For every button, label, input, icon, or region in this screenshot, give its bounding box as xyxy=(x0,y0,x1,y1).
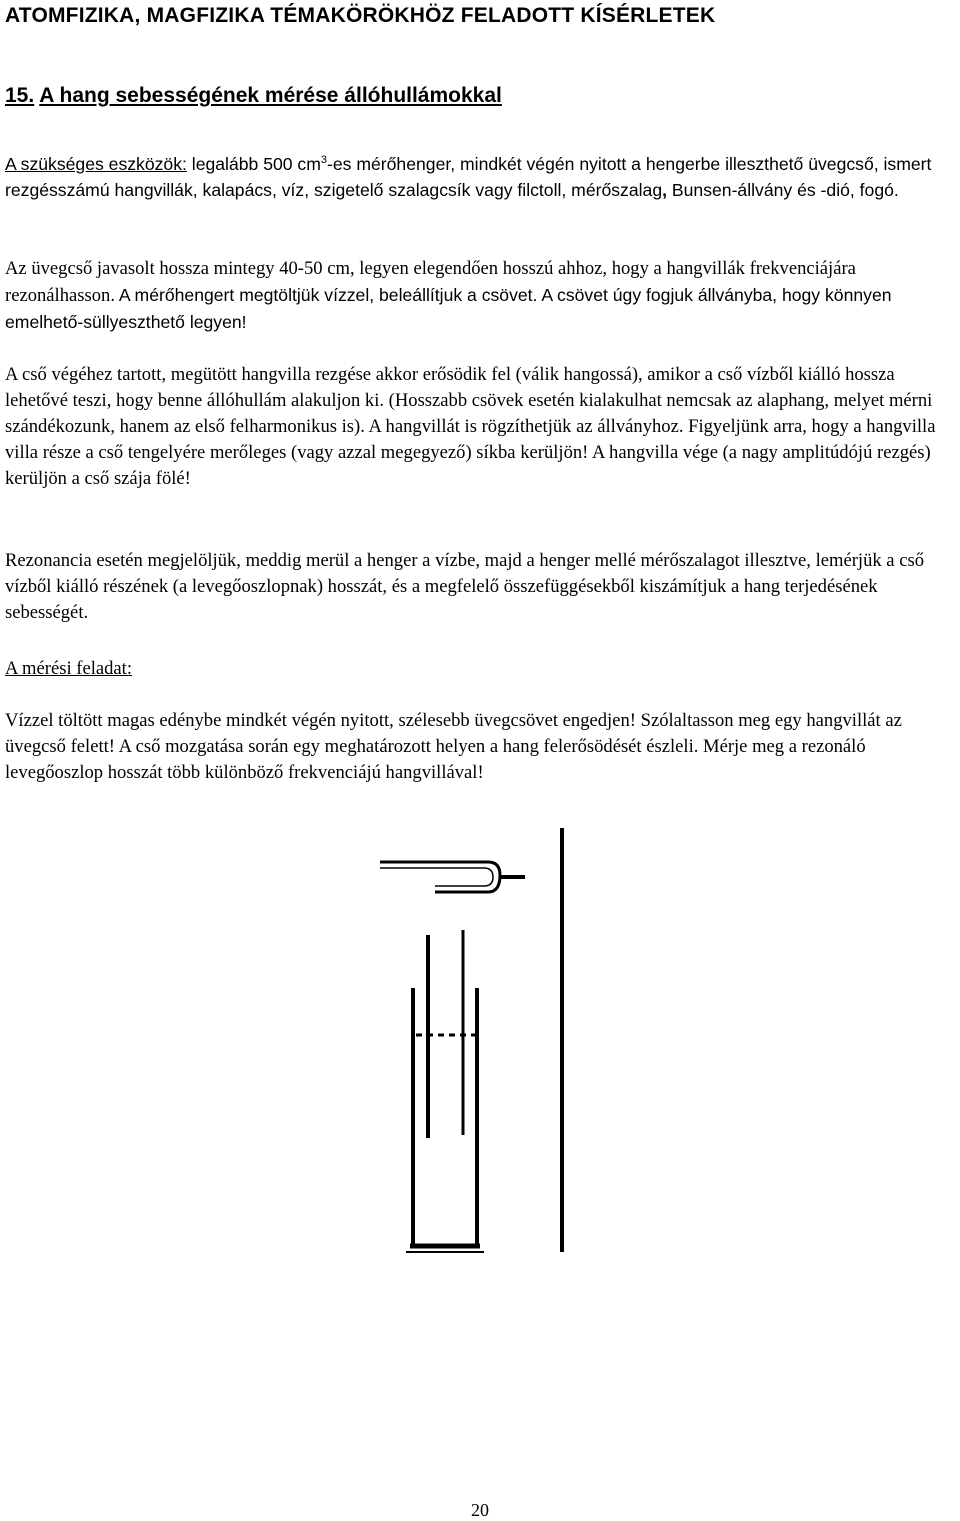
task-paragraph: Vízzel töltött magas edénybe mindkét végén nyitott, szélesebb üvegcsövet engedjen! Szólaltasson meg egy hangvillát az üvegcső felett! A cső mozgatása során egy meghatározott helyen a hang felerősödését észleli. Mérje meg a rezonáló levegőoszlop hosszát több különböző frekvenciájú hangvillával! xyxy=(5,710,902,783)
experiment-diagram xyxy=(380,820,580,1270)
glass-tube xyxy=(428,930,463,1138)
section-title xyxy=(5,84,502,108)
equipment-text-3: Bunsen-állvány és -dió, fogó. xyxy=(667,179,899,200)
equipment-paragraph xyxy=(5,147,955,203)
equipment-text-1: legalább 500 cm xyxy=(186,153,321,174)
section-title-text: A hang sebességének mérése állóhullámokkal xyxy=(39,84,502,107)
tuning-fork-icon xyxy=(380,862,525,892)
equipment-label: A szükséges eszközök: xyxy=(5,153,187,174)
task-label-paragraph xyxy=(5,656,955,682)
resonance-paragraph: Rezonancia esetén megjelöljük, meddig merül a henger a vízbe, majd a henger mellé mérőszalagot illesztve, lemérjük a cső vízből kiálló részének (a levegőoszlopnak) hosszát, és a megfelelő összefüggésekből kiszámítjuk a hang terjedésének sebességét. xyxy=(5,550,924,623)
tube-text-2: A mérőhengert megtöltjük vízzel, beleállítjuk a csövet. A csövet úgy fogjuk állványba, hogy könnyen emelhető-süllyeszthető legyen! xyxy=(5,285,892,332)
measuring-cylinder xyxy=(406,988,484,1252)
tube-text-1: Az üvegcső javasolt hossza mintegy 40-50 cm, legyen elegendően hosszú ahhoz, hogy a hangvillák frekvenciájára rezonálhasson. xyxy=(5,258,856,306)
equipment-superscript: 3 xyxy=(320,154,328,166)
equipment-comma: , xyxy=(662,179,668,200)
task-label: A mérési feladat: xyxy=(5,658,133,679)
page-number: 20 xyxy=(471,1500,489,1520)
equipment-text-2: -es mérőhenger, mindkét végén nyitott a hengerbe illeszthető üvegcső, ismert rezgésszámú hangvillák, kalapács, víz, szigetelő szalagcsík vagy filctoll, mérőszalag xyxy=(5,153,932,200)
fork-paragraph: A cső végéhez tartott, megütött hangvilla rezgése akkor erősödik fel (válik hangossá), amikor a cső vízből kiálló hossza lehetővé teszi, hogy benne állóhullám alakuljon ki. (Hosszabb csövek esetén kialakulhat nemcsak az alaphang, melyet mérni szándékozunk, hanem az első felharmonikus is). A hangvillát is rögzíthetjük az állványhoz. Figyeljünk arra, hogy a hangvilla villa része a cső tengelyére merőleges (vagy azzal megegyező) síkba kerüljön! A hangvilla vége (a nagy amplitúdójú rezgés) kerüljön a cső szája fölé! xyxy=(5,364,936,489)
page-header: ATOMFIZIKA, MAGFIZIKA TÉMAKÖRÖKHÖZ FELADOTT KÍSÉRLETEK xyxy=(5,4,716,27)
section-number: 15. xyxy=(5,84,35,107)
tube-paragraph xyxy=(5,256,955,336)
